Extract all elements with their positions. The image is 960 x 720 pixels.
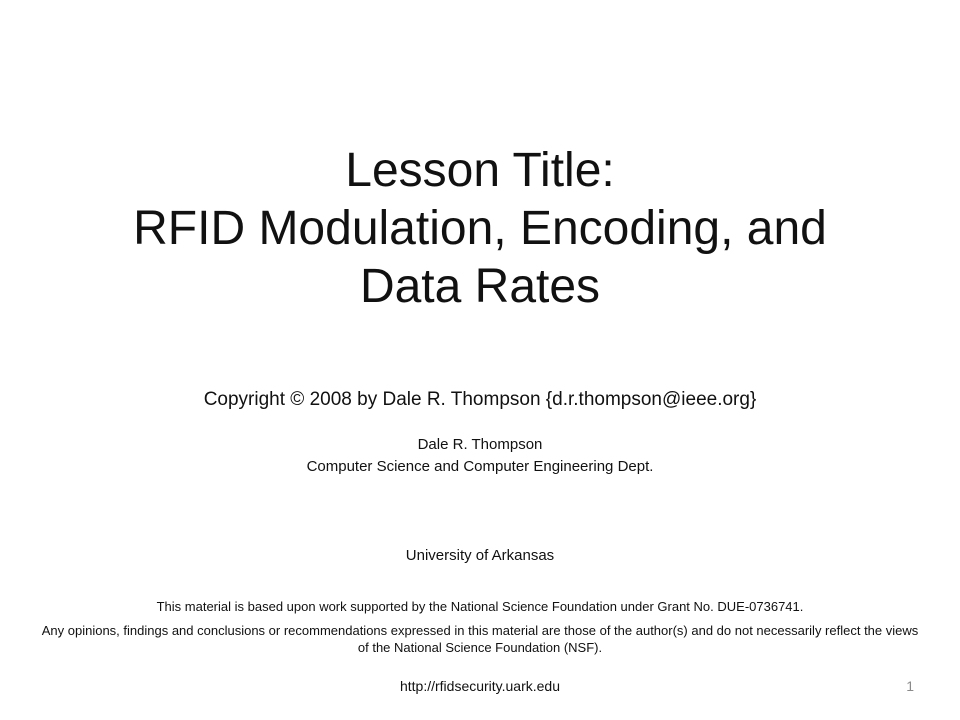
slide-number: 1 bbox=[906, 678, 914, 694]
department-name: Computer Science and Computer Engineering Dept. bbox=[306, 458, 654, 475]
copyright-notice: Copyright © 2008 by Dale R. Thompson {d.r.thompson@ieee.org} bbox=[203, 389, 757, 410]
footer-url: http://rfidsecurity.uark.edu bbox=[399, 678, 561, 694]
title-line-1: Lesson Title: bbox=[345, 144, 615, 197]
nsf-disclaimer: Any opinions, findings and conclusions or recommendations expressed in this material are those of the author(s) and do not necessarily reflect the views of the National Science Foundation (NSF). bbox=[41, 623, 919, 655]
university-name: University of Arkansas bbox=[405, 547, 555, 564]
author-block bbox=[0, 434, 960, 478]
nsf-support-statement: This material is based upon work supported by the National Science Foundation under Grant No. DUE-0736741. bbox=[156, 599, 804, 614]
nsf-notice bbox=[40, 598, 920, 656]
slide-title bbox=[60, 142, 900, 316]
title-line-3: Data Rates bbox=[359, 260, 601, 313]
title-line-2: RFID Modulation, Encoding, and bbox=[133, 202, 827, 255]
author-name: Dale R. Thompson bbox=[417, 436, 543, 453]
